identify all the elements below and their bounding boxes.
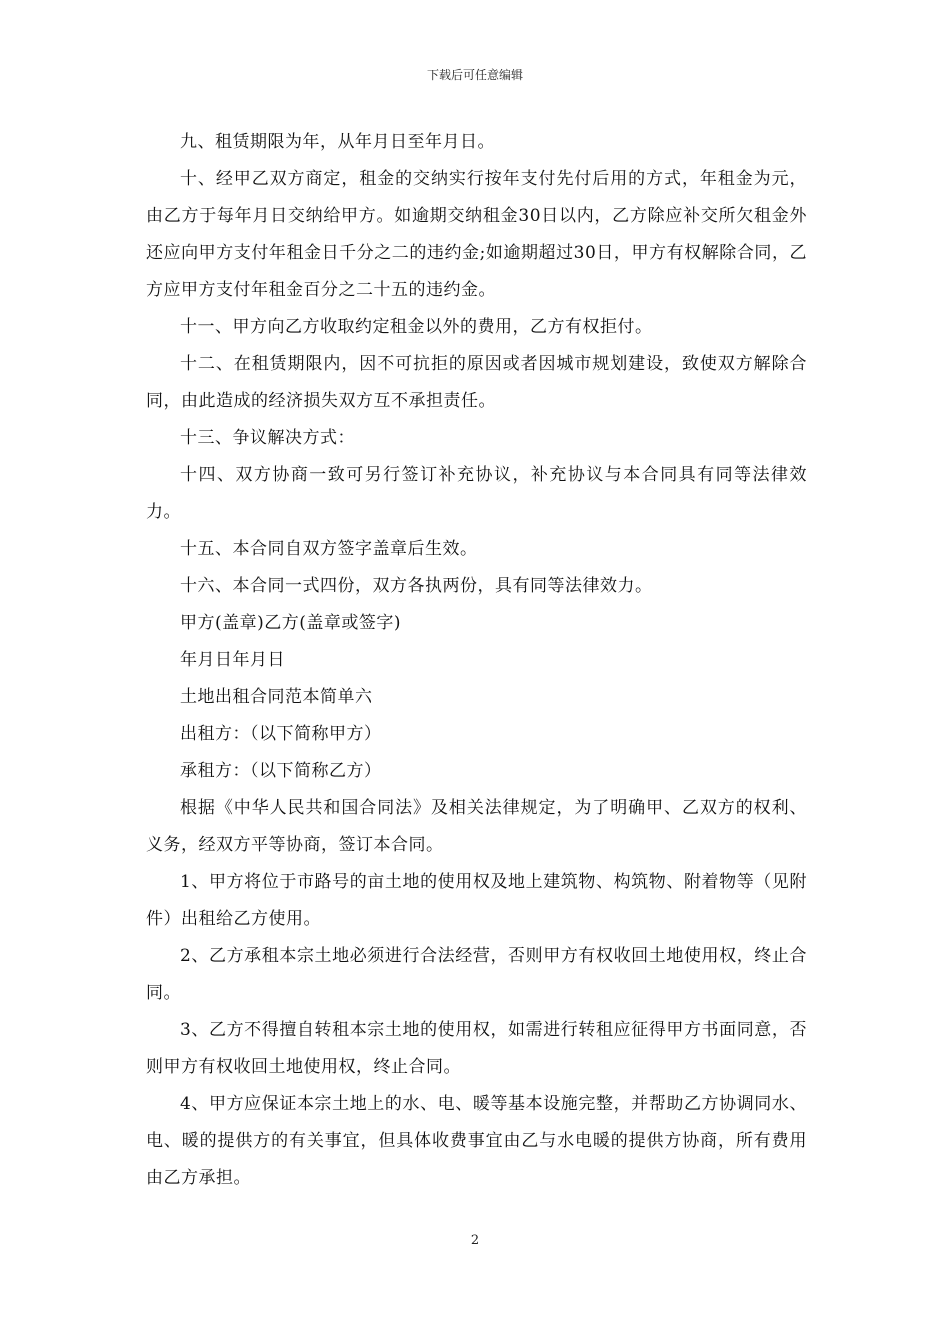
clause-12: 十二、在租赁期限内，因不可抗拒的原因或者因城市规划建设，致使双方解除合同，由此造成的经济损失双方互不承担责任。 (146, 354, 807, 411)
lessee-line: 承租方：（以下简称乙方） (180, 761, 382, 781)
article-2: 2、乙方承租本宗土地必须进行合法经营，否则甲方有权收回土地使用权，终止合同。 (146, 946, 807, 1003)
document-body (146, 124, 807, 1197)
lessor-line: 出租方：（以下简称甲方） (180, 724, 382, 744)
clause-10: 十、经甲乙双方商定，租金的交纳实行按年支付先付后用的方式，年租金为元，由乙方于每年月日交纳给甲方。如逾期交纳租金30日以内，乙方除应补交所欠租金外还应向甲方支付年租金日千分之二的违约金;如逾期超过30日，甲方有权解除合同，乙方应甲方支付年租金百分之二十五的违约金。 (146, 169, 807, 300)
clause-15: 十五、本合同自双方签字盖章后生效。 (180, 539, 478, 559)
article-3: 3、乙方不得擅自转租本宗土地的使用权，如需进行转租应征得甲方书面同意，否则甲方有权收回土地使用权，终止合同。 (146, 1020, 807, 1077)
signature-line: 甲方(盖章)乙方(盖章或签字) (180, 613, 402, 633)
clause-14: 十四、双方协商一致可另行签订补充协议，补充协议与本合同具有同等法律效力。 (146, 465, 807, 522)
date-line: 年月日年月日 (180, 650, 285, 670)
page-number: 2 (470, 1233, 480, 1248)
article-1: 1、甲方将位于市路号的亩土地的使用权及地上建筑物、构筑物、附着物等（见附件）出租给乙方使用。 (146, 872, 807, 929)
clause-9: 九、租赁期限为年，从年月日至年月日。 (180, 132, 495, 152)
clause-11: 十一、甲方向乙方收取约定租金以外的费用，乙方有权拒付。 (180, 317, 653, 337)
clause-13: 十三、争议解决方式： (180, 428, 355, 448)
contract-title: 土地出租合同范本简单六 (180, 687, 373, 707)
preamble: 根据《中华人民共和国合同法》及相关法律规定，为了明确甲、乙双方的权利、义务，经双方平等协商，签订本合同。 (146, 798, 807, 855)
clause-16: 十六、本合同一式四份，双方各执两份，具有同等法律效力。 (180, 576, 653, 596)
article-4: 4、甲方应保证本宗土地上的水、电、暖等基本设施完整，并帮助乙方协调同水、电、暖的提供方的有关事宜，但具体收费事宜由乙与水电暖的提供方协商，所有费用由乙方承担。 (146, 1094, 807, 1188)
page-header-note: 下载后可任意编辑 (426, 68, 523, 82)
